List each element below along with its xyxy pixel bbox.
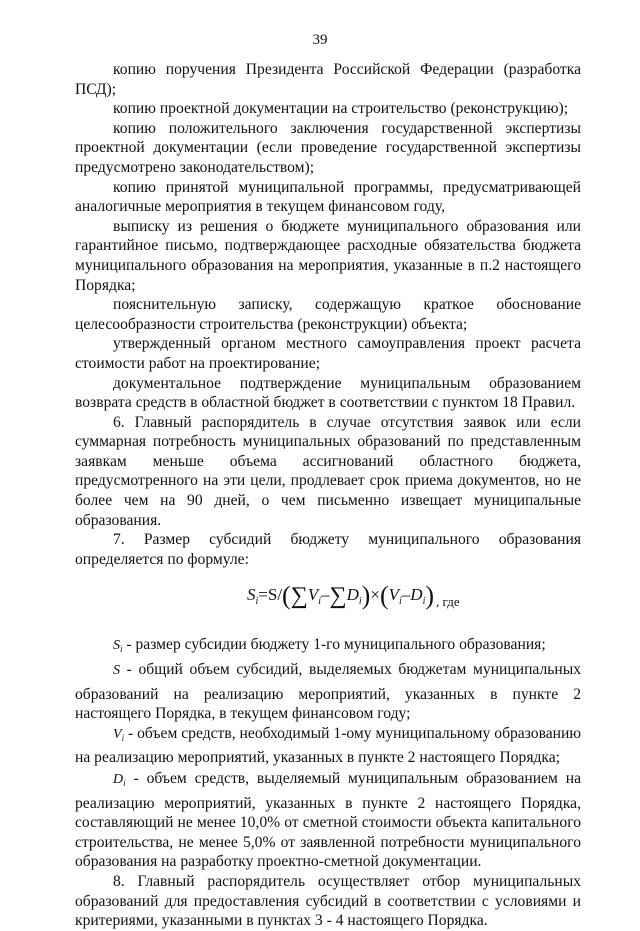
subsidy-formula (75, 573, 581, 635)
paragraph-project-docs: копию проектной документации на строительство (реконструкцию); (113, 100, 569, 118)
paragraph-expertise: копию положительного заключения государственной экспертизы проектной документации (если проведение государственной экспертизы предусмотрено законодательством); (75, 119, 581, 176)
formula-where: , где (436, 594, 460, 610)
paragraph-cost-estimate: утвержденный органом местного самоуправления проект расчета стоимости работ на проектирование; (75, 335, 581, 372)
page-number: 39 (312, 32, 328, 48)
symbol-vi: $V_i$ (113, 726, 125, 743)
definition-di: $D_i$ - объем средств, выделяемый муниципальным образованием на реализацию мероприятий, указанных в пункте 2 настоящего Порядка, составляющий не менее 10,0% от сметной стоимости объекта капитального строительства, не менее 5,0% от заявленной потребности муниципального образования на разработку проектно-сметной документации. (75, 770, 581, 871)
definition-si: $S_i$ - размер субсидии бюджету 1-го муниципального образования; (113, 636, 546, 655)
paragraph-item-6: 6. Главный распорядитель в случае отсутствия заявок или если суммарная потребность муниципальных образований по представленным заявкам меньше объема ассигнований областного бюджета, предусмотренного на эти цели, продлевает срок приема документов, но не более чем на 90 дней, о чем письменно извещает муниципальные образования. (75, 413, 581, 529)
symbol-si: $S_i$ (113, 638, 123, 655)
symbol-s: S (113, 663, 120, 679)
paragraph-explanatory-note: пояснительную записку, содержащую краткое обоснование целесообразности строительства (реконструкции) объекта; (75, 296, 581, 333)
paragraph-budget-extract: выписку из решения о бюджете муниципального образования или гарантийное письмо, подтверждающее расходные обязательства бюджета муниципального образования на мероприятия, указанные в п.2 настоящего Порядка; (75, 217, 581, 294)
paragraph-item-8: 8. Главный распорядитель осуществляет отбор муниципальных образований для предоставления субсидий в соответствии с условиями и критериями, указанными в пунктах 3 - 4 настоящего Порядка. (75, 872, 581, 930)
definition-vi: $V_i$ - объем средств, необходимый 1-ому муниципальному образованию на реализацию мероприятий, указанных в пункте 2 настоящего Порядка; (75, 724, 581, 767)
paragraph-order-copy: копию поручения Президента Российской Федерации (разработка ПСД); (75, 61, 581, 98)
paragraph-refund-confirmation: документальное подтверждение муниципальным образованием возврата средств в областной бюджет в соответствии с пунктом 18 Правил. (75, 374, 581, 412)
paragraph-item-7: 7. Размер субсидий бюджету муниципального образования определяется по формуле: (75, 531, 581, 568)
formula-expression: $S_i=S/(\sum V_i-\sum D_i)\times(V_i-D_i)$ $_{, где}$ (247, 581, 460, 611)
symbol-di: $D_i$ (113, 772, 126, 788)
document-body (75, 60, 581, 931)
definition-s: S - общий объем субсидий, выделяемых бюджетам муниципальных образований на реализацию мероприятий, указанных в пункте 2 настоящего Порядка, в текущем финансовом году; (75, 661, 581, 723)
paragraph-municipal-program: копию принятой муниципальной программы, предусматривающей аналогичные мероприятия в текущем финансовом году, (75, 178, 581, 216)
